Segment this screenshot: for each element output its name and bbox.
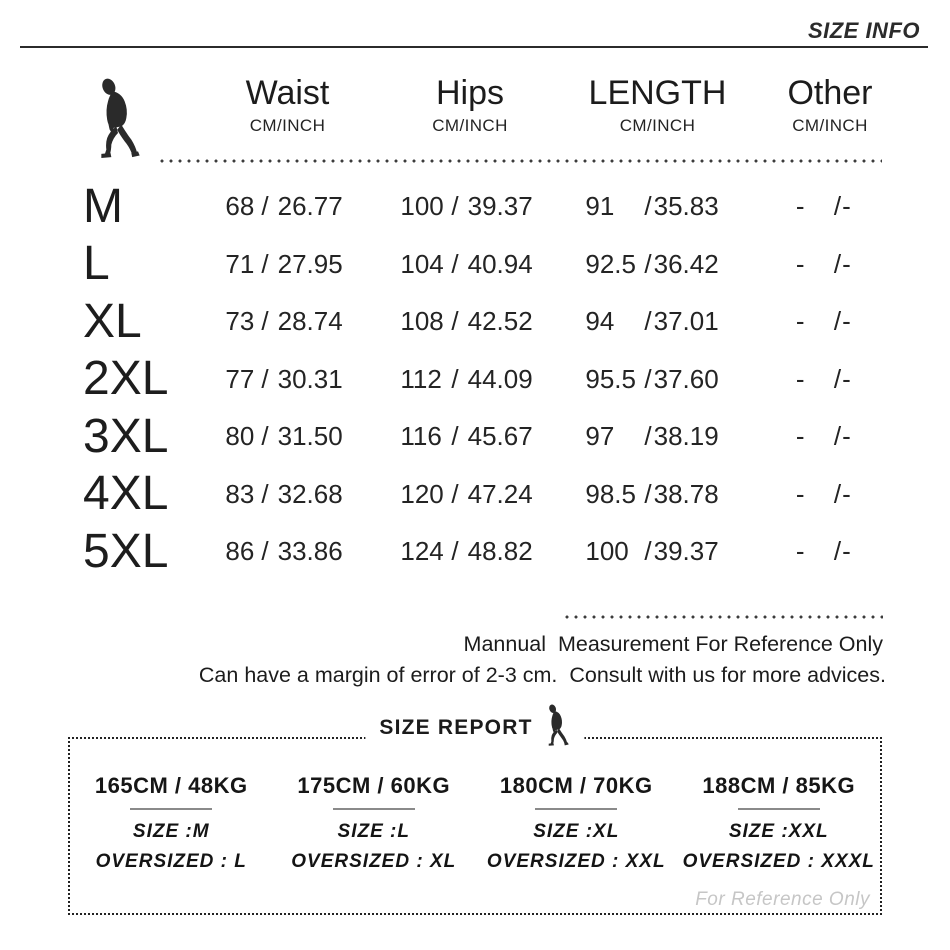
header-rule [20, 46, 928, 48]
size-column-spacer [75, 74, 195, 136]
recommended-size: SIZE :XXL [728, 821, 829, 842]
column-unit: CM/INCH [249, 116, 326, 136]
column-label: Hips [435, 74, 505, 112]
slash-separator: / [451, 536, 459, 567]
hips-cm-value: 100 [400, 191, 444, 222]
waist-inch-value: 32.68 [277, 478, 343, 509]
other-cm-value: - [795, 191, 805, 222]
slash-separator: / [833, 478, 842, 509]
oversized-size: OVERSIZED : L [95, 851, 247, 872]
length-cell [560, 249, 755, 280]
size-report-box [68, 716, 882, 915]
size-label: 3XL [83, 409, 169, 463]
slash-separator: / [833, 363, 842, 394]
hips-cell [380, 306, 560, 337]
hips-cm-value: 112 [400, 363, 442, 394]
length-inch-value: 37.60 [653, 363, 719, 394]
length-cm-value: 94 [585, 306, 615, 337]
other-cell [755, 249, 905, 280]
waist-cm-value: 71 [225, 248, 255, 279]
size-label: L [83, 237, 110, 291]
length-cm-value: 100 [585, 536, 629, 567]
waist-cell [195, 421, 380, 452]
recommended-size: SIZE :L [337, 821, 410, 842]
column-header-other [755, 74, 905, 136]
walking-hominid-icon-small [545, 703, 571, 747]
oversized-size: OVERSIZED : XXL [486, 851, 666, 872]
other-cm-value: - [795, 421, 805, 452]
other-inch-value: - [842, 306, 851, 337]
oversized-size: OVERSIZED : XXXL [682, 851, 875, 872]
size-report-entry [273, 773, 476, 873]
measurement-note-line1: Mannual Measurement For Reference Only [463, 632, 883, 656]
column-unit: CM/INCH [432, 116, 508, 136]
entry-underline [130, 808, 212, 810]
slash-separator: / [833, 421, 842, 452]
hips-cell [380, 421, 560, 452]
slash-separator: / [644, 248, 652, 279]
size-label: XL [83, 294, 142, 348]
column-unit: CM/INCH [792, 116, 868, 136]
waist-cm-value: 68 [225, 191, 255, 222]
column-label: Other [787, 74, 873, 112]
waist-cell [195, 536, 380, 567]
waist-inch-value: 28.74 [277, 306, 343, 337]
hips-cm-value: 120 [400, 478, 444, 509]
waist-cell [195, 306, 380, 337]
header-dotted-separator [160, 159, 882, 163]
height-weight-value: 188CM / 85KG [702, 773, 856, 798]
length-inch-value: 39.37 [653, 536, 719, 567]
length-cell [560, 536, 755, 567]
height-weight-value: 165CM / 48KG [94, 773, 248, 798]
slash-separator: / [451, 363, 459, 394]
other-cell [755, 306, 905, 337]
hips-cell [380, 364, 560, 395]
size-report-label: SIZE REPORT [379, 716, 533, 739]
length-cm-value: 97 [585, 421, 615, 452]
other-cell [755, 536, 905, 567]
size-report-entry [678, 773, 881, 873]
slash-separator: / [261, 248, 269, 279]
oversized-size: OVERSIZED : XL [291, 851, 457, 872]
recommended-size: SIZE :M [132, 821, 210, 842]
slash-separator: / [833, 536, 842, 567]
waist-inch-value: 30.31 [277, 363, 343, 394]
other-cell [755, 191, 905, 222]
waist-inch-value: 27.95 [277, 248, 343, 279]
size-report-entry [70, 773, 273, 873]
length-cell [560, 364, 755, 395]
length-cell [560, 421, 755, 452]
size-report-entry [475, 773, 678, 873]
column-unit: CM/INCH [619, 116, 696, 136]
waist-inch-value: 31.50 [277, 421, 343, 452]
length-inch-value: 38.19 [653, 421, 719, 452]
waist-cm-value: 73 [225, 306, 255, 337]
hips-inch-value: 40.94 [467, 248, 533, 279]
other-cm-value: - [795, 306, 805, 337]
waist-cm-value: 86 [225, 536, 255, 567]
hips-inch-value: 45.67 [467, 421, 533, 452]
size-table-body [75, 178, 905, 581]
waist-inch-value: 26.77 [277, 191, 343, 222]
waist-cm-value: 77 [225, 363, 255, 394]
measurement-note-line2: Can have a margin of error of 2-3 cm. Consult with us for more advices. [198, 663, 886, 687]
slash-separator: / [644, 306, 652, 337]
slash-separator: / [261, 306, 269, 337]
entry-underline [738, 808, 820, 810]
hips-inch-value: 42.52 [467, 306, 533, 337]
length-cell [560, 191, 755, 222]
length-inch-value: 37.01 [653, 306, 719, 337]
waist-cm-value: 80 [225, 421, 255, 452]
other-inch-value: - [842, 248, 851, 279]
hips-cm-value: 108 [400, 306, 444, 337]
size-report-grid [70, 773, 880, 873]
hips-cell [380, 249, 560, 280]
waist-cell [195, 479, 380, 510]
other-inch-value: - [842, 478, 851, 509]
entry-underline [535, 808, 617, 810]
length-cm-value: 92.5 [585, 248, 636, 279]
other-inch-value: - [842, 191, 851, 222]
size-label: 2XL [83, 352, 169, 406]
hips-cm-value: 104 [400, 248, 444, 279]
slash-separator: / [261, 536, 269, 567]
size-label: 5XL [83, 524, 169, 578]
hips-cell [380, 191, 560, 222]
slash-separator: / [644, 536, 652, 567]
size-table-header [75, 74, 905, 136]
page-title: SIZE INFO [807, 18, 920, 43]
slash-separator: / [261, 421, 269, 452]
length-cell [560, 306, 755, 337]
size-table-row [75, 293, 905, 351]
column-header-length [560, 74, 755, 136]
waist-cell [195, 364, 380, 395]
slash-separator: / [644, 363, 652, 394]
size-label: 4XL [83, 467, 169, 521]
size-table-row [75, 178, 905, 236]
notes-dotted-separator [565, 615, 883, 619]
slash-separator: / [833, 191, 842, 222]
slash-separator: / [644, 478, 652, 509]
length-cm-value: 95.5 [585, 363, 636, 394]
slash-separator: / [261, 478, 269, 509]
other-inch-value: - [842, 421, 851, 452]
slash-separator: / [451, 191, 459, 222]
length-inch-value: 35.83 [653, 191, 719, 222]
other-inch-value: - [842, 536, 851, 567]
hips-inch-value: 48.82 [467, 536, 533, 567]
other-inch-value: - [842, 363, 851, 394]
column-label: Waist [245, 74, 330, 112]
entry-underline [333, 808, 415, 810]
other-cell [755, 364, 905, 395]
slash-separator: / [833, 248, 842, 279]
size-label: M [83, 179, 123, 233]
waist-cell [195, 191, 380, 222]
column-label: LENGTH [588, 74, 727, 112]
other-cm-value: - [795, 363, 805, 394]
waist-inch-value: 33.86 [277, 536, 343, 567]
hips-cell [380, 479, 560, 510]
slash-separator: / [644, 421, 652, 452]
waist-cell [195, 249, 380, 280]
size-table-row [75, 408, 905, 466]
slash-separator: / [451, 478, 459, 509]
slash-separator: / [451, 306, 459, 337]
hips-cell [380, 536, 560, 567]
slash-separator: / [261, 191, 269, 222]
length-cell [560, 479, 755, 510]
slash-separator: / [644, 191, 652, 222]
hips-inch-value: 39.37 [467, 191, 533, 222]
hips-inch-value: 47.24 [467, 478, 533, 509]
slash-separator: / [261, 363, 269, 394]
other-cell [755, 421, 905, 452]
length-cm-value: 91 [585, 191, 615, 222]
other-cell [755, 479, 905, 510]
other-cm-value: - [795, 478, 805, 509]
size-table-row [75, 236, 905, 294]
other-cm-value: - [795, 536, 805, 567]
hips-cm-value: 116 [400, 421, 442, 452]
height-weight-value: 180CM / 70KG [499, 773, 653, 798]
length-inch-value: 38.78 [653, 478, 719, 509]
length-inch-value: 36.42 [653, 248, 719, 279]
slash-separator: / [451, 248, 459, 279]
size-table-row [75, 351, 905, 409]
recommended-size: SIZE :XL [533, 821, 620, 842]
slash-separator: / [451, 421, 459, 452]
waist-cm-value: 83 [225, 478, 255, 509]
length-cm-value: 98.5 [585, 478, 636, 509]
size-report-title [365, 701, 584, 747]
height-weight-value: 175CM / 60KG [297, 773, 451, 798]
hips-cm-value: 124 [400, 536, 444, 567]
reference-footnote: For Reference Only [695, 889, 870, 910]
hips-inch-value: 44.09 [467, 363, 533, 394]
column-header-hips [380, 74, 560, 136]
slash-separator: / [833, 306, 842, 337]
size-table-row [75, 523, 905, 581]
size-table-row [75, 466, 905, 524]
column-header-waist [195, 74, 380, 136]
other-cm-value: - [795, 248, 805, 279]
